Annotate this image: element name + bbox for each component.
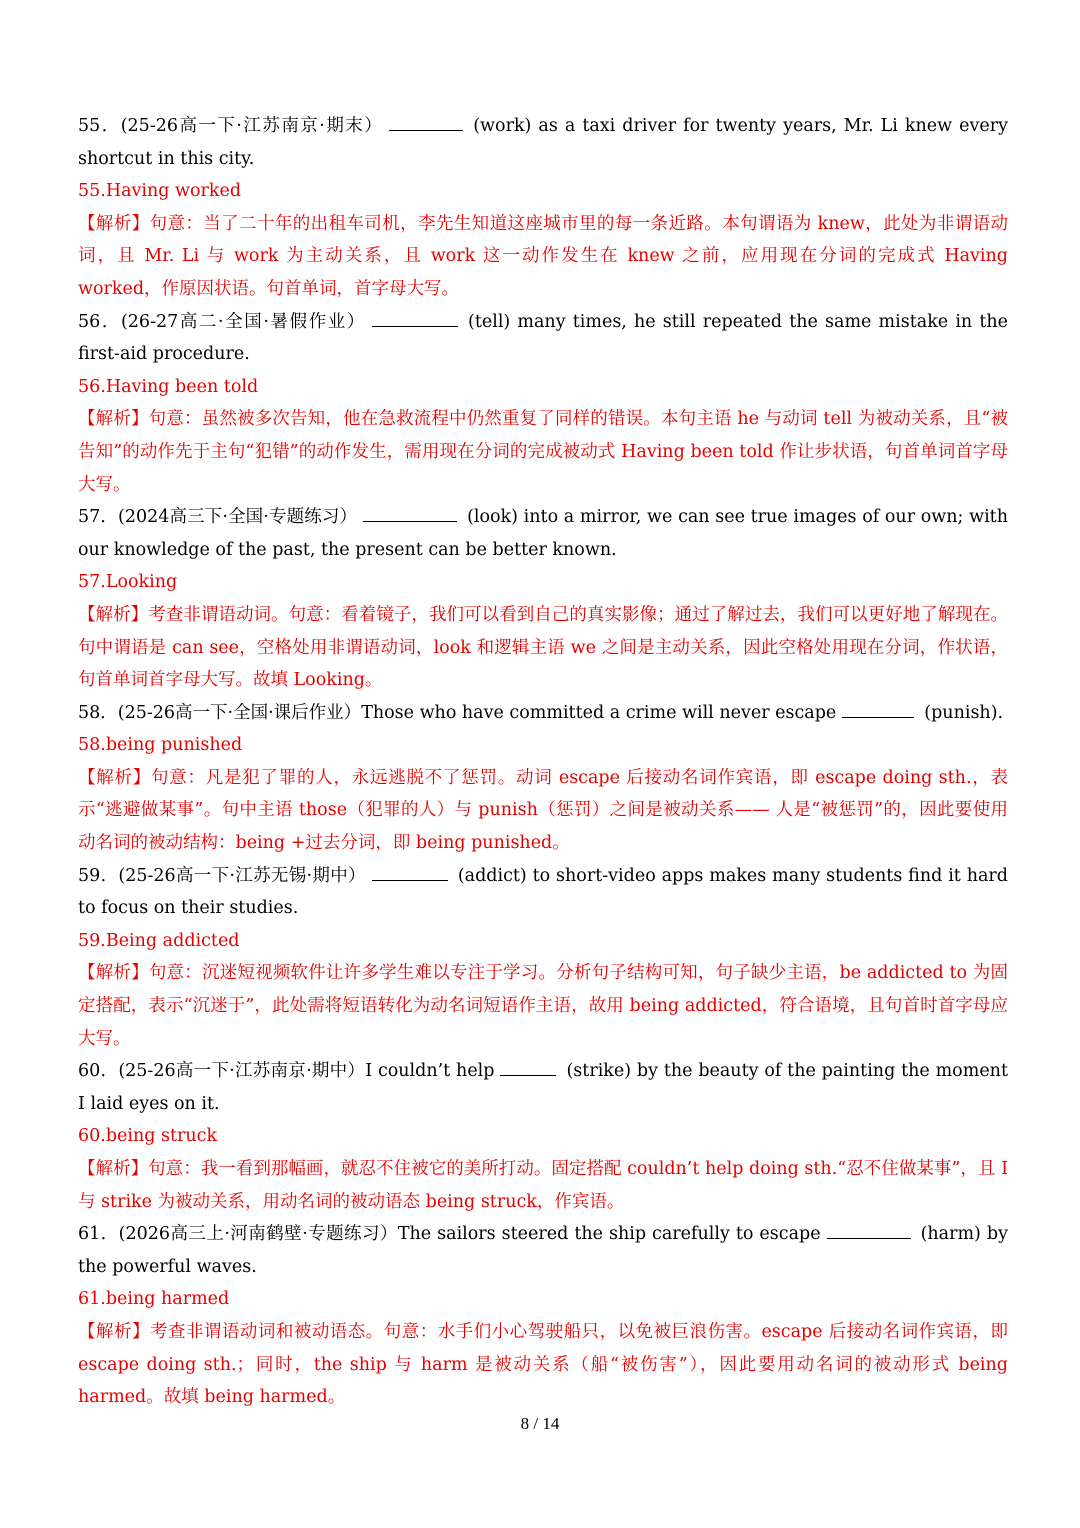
answer-blank: [827, 1220, 911, 1239]
explanation-text: 句意：我一看到那幅画，就忍不住被它的美所打动。固定搭配 couldn’t help doing sth.“忍不住做某事”，且 I 与 strike 为被动关系，用动名词的被动语态 being struck，作宾语。: [78, 1159, 1008, 1212]
question-source: (2026高三上·河南鹤壁·专题练习）: [118, 1224, 398, 1245]
question-number: 61．: [78, 1224, 119, 1245]
question-number: 58．: [78, 702, 118, 723]
question-number: 59．: [78, 865, 119, 886]
question-number: 60．: [78, 1061, 119, 1082]
question-text-after: (harm) by the powerful waves.: [78, 1224, 1008, 1277]
question-source: (25-26高一下·江苏南京·期末）: [120, 116, 384, 136]
question-text-after: (look) into a mirror, we can see true images of our own; with our knowledge of the past, the present can be better known.: [78, 507, 1008, 560]
question-text-before: The sailors steered the ship carefully to escape: [397, 1224, 821, 1245]
question-source: (25-26高一下·全国·课后作业）: [117, 702, 362, 723]
question-text-after: (tell) many times, he still repeated the same mistake in the first-aid procedure.: [78, 311, 1008, 365]
explanation-text: 考查非谓语动词和被动语态。句意：水手们小心驾驶船只，以免被巨浪伤害。escape 后接动名词作宾语，即 escape doing sth.；同时，the ship 与 harm 是被动关系（船“被伤害”），因此要用动名词的被动形式 being harmed。故填 being harmed。: [78, 1321, 1008, 1408]
question-number: 57．: [78, 507, 119, 528]
question-source: (2024高三下·全国·专题练习）: [118, 507, 358, 528]
answer-blank: [500, 1057, 556, 1076]
items-container: [78, 110, 1008, 1414]
explanation: [78, 1153, 1008, 1218]
answer-text: 61.being harmed: [78, 1289, 230, 1310]
explanation-tag: 【解析】: [78, 1321, 150, 1342]
question-item: [78, 110, 1008, 306]
answer-text: 57.Looking: [78, 572, 178, 593]
explanation-tag: 【解析】: [78, 767, 152, 788]
question-text-after: (addict) to short-video apps makes many students find it hard to focus on their studies.: [78, 865, 1008, 919]
question-source: (25-26高一下·江苏南京·期中）: [118, 1061, 366, 1082]
question-text: [78, 1055, 1008, 1120]
answer-blank: [363, 503, 457, 522]
explanation: [78, 957, 1008, 1055]
answer-text: 55.Having worked: [78, 181, 242, 202]
question-text: [78, 306, 1008, 371]
explanation: [78, 1316, 1008, 1414]
answer-blank: [372, 308, 458, 327]
question-text: [78, 860, 1008, 925]
question-text: [78, 697, 1008, 730]
question-item: [78, 697, 1008, 860]
question-item: [78, 1055, 1008, 1218]
answer-text: 58.being punished: [78, 735, 243, 756]
question-text: [78, 110, 1008, 175]
question-item: [78, 1218, 1008, 1414]
explanation-tag: 【解析】: [78, 213, 150, 234]
answer-text: 59.Being addicted: [78, 930, 240, 951]
question-text-before: Those who have committed a crime will never escape: [361, 702, 837, 723]
explanation-text: 考查非谓语动词。句意：看着镜子，我们可以看到自己的真实影像；通过了解过去，我们可以更好地了解现在。句中谓语是 can see，空格处用非谓语动词，look 和逻辑主语 we 之间是主动关系，因此空格处用现在分词，作状语，句首单词首字母大写。故填 Looking。: [78, 604, 1009, 691]
question-source: (25-26高一下·江苏无锡·期中）: [118, 865, 366, 886]
question-text: [78, 501, 1008, 566]
answer-text: 56.Having been told: [78, 376, 259, 397]
question-text-after: (strike) by the beauty of the painting the moment I laid eyes on it.: [78, 1061, 1008, 1114]
question-number: 56．: [78, 311, 121, 332]
explanation-text: 句意：虽然被多次告知，他在急救流程中仍然重复了同样的错误。本句主语 he 与动词 tell 为被动关系，且“被告知”的动作先于主句“犯错”的动作发生，需用现在分词的完成被动式 Having been told 作让步状语，句首单词首字母大写。: [78, 409, 1009, 495]
answer-blank: [372, 862, 448, 881]
question-text-after: (punish).: [924, 702, 1004, 723]
question-number: 55．: [78, 116, 121, 136]
question-text-before: I couldn’t help: [365, 1061, 495, 1082]
question-text: [78, 1218, 1008, 1283]
answer-blank: [842, 699, 914, 718]
explanation-tag: 【解析】: [78, 1159, 149, 1179]
answer-text: 60.being struck: [78, 1126, 218, 1147]
question-text-after: (work) as a taxi driver for twenty years, Mr. Li knew every shortcut in this city.: [78, 116, 1009, 169]
explanation: [78, 599, 1008, 697]
explanation: [78, 403, 1008, 501]
page-number: 8 / 14: [520, 1414, 560, 1433]
explanation-tag: 【解析】: [78, 604, 149, 625]
question-item: [78, 860, 1008, 1056]
explanation-tag: 【解析】: [78, 963, 149, 984]
explanation-tag: 【解析】: [78, 409, 149, 430]
question-source: (26-27高二·全国·暑假作业）: [120, 311, 366, 332]
answer-blank: [389, 112, 463, 131]
explanation: [78, 208, 1008, 306]
explanation-text: 句意：凡是犯了罪的人，永远逃脱不了惩罚。动词 escape 后接动名词作宾语，即 escape doing sth.，表示“逃避做某事”。句中主语 those（犯罪的人）与 punish（惩罚）之间是被动关系—— 人是“被惩罚”的，因此要使用动名词的被动结构：being +过去分词，即 being punished。: [78, 767, 1009, 854]
question-item: [78, 501, 1008, 697]
question-item: [78, 306, 1008, 502]
question-list: [78, 110, 1008, 1414]
explanation-text: 句意：当了二十年的出租车司机，李先生知道这座城市里的每一条近路。本句谓语为 knew，此处为非谓语动词，且 Mr. Li 与 work 为主动关系，且 work 这一动作发生在 knew 之前，应用现在分词的完成式 Having worked，作原因状语。句首单词，首字母大写。: [78, 213, 1008, 299]
explanation: [78, 762, 1008, 860]
explanation-text: 句意：沉迷短视频软件让许多学生难以专注于学习。分析句子结构可知，句子缺少主语，be addicted to 为固定搭配，表示“沉迷于”，此处需将短语转化为动名词短语作主语，故用 being addicted，符合语境，且句首时首字母应大写。: [78, 963, 1009, 1049]
